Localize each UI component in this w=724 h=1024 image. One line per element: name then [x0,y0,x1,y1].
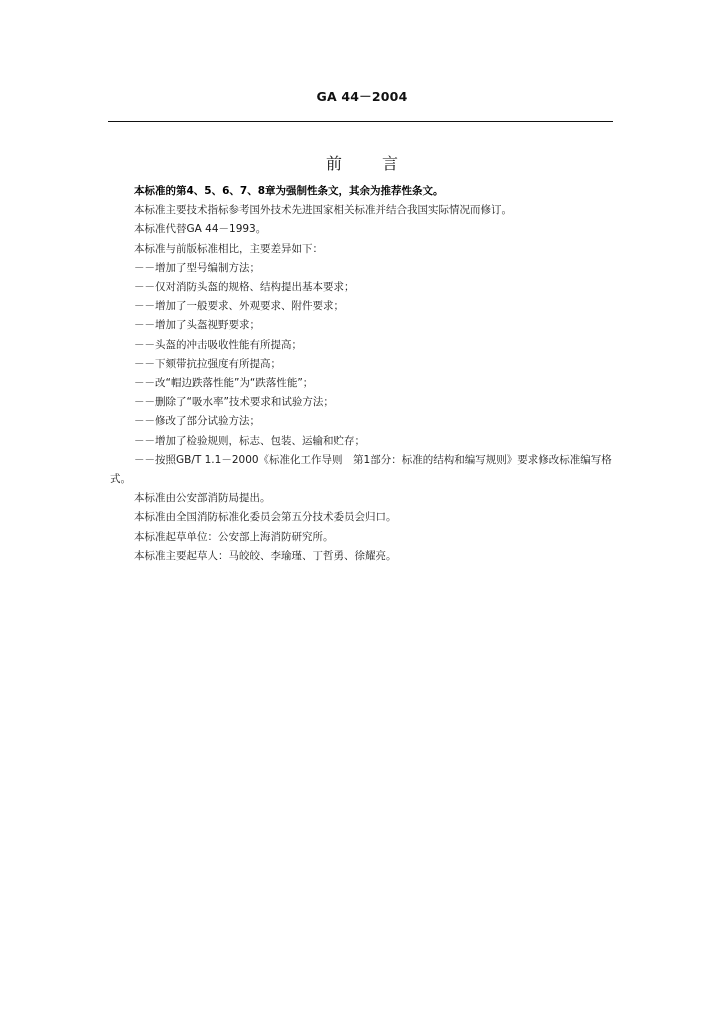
list-item: －－改“帽边跌落性能”为“跌落性能”； [134,377,314,390]
list-item: －－增加了头盔视野要求； [134,319,260,332]
section-title [0,151,724,174]
list-item: －－仅对消防头盔的规格、结构提出基本要求； [134,281,355,294]
list-item: －－增加了型号编制方法； [134,261,260,274]
foreword-body [110,182,615,566]
list-item: －－增加了检验规则，标志、包装、运输和贮存； [134,434,365,447]
paragraph: 本标准与前版标准相比，主要差异如下： [134,242,323,255]
paragraph: 本标准由公安部消防局提出。 [134,492,271,505]
document-code: GA 44－2004 [316,89,408,104]
paragraph: 本标准起草单位：公安部上海消防研究所。 [134,530,334,543]
list-item: －－按照GB/T 1.1－2000《标准化工作导则 第1部分：标准的结构和编写规则》要求修改标准编写格式。 [110,453,612,486]
header-rule [108,121,613,122]
list-item: －－修改了部分试验方法； [134,415,260,428]
paragraph: 本标准由全国消防标准化委员会第五分技术委员会归口。 [134,511,397,524]
paragraph: 本标准代替GA 44－1993。 [134,223,267,236]
paragraph-mandatory-clauses: 本标准的第4、5、6、7、8章为强制性条文，其余为推荐性条文。 [134,185,444,197]
title-char-1: 前 [325,154,342,173]
title-char-2: 言 [382,154,399,173]
paragraph: 本标准主要技术指标参考国外技术先进国家相关标准并结合我国实际情况而修订。 [134,204,512,217]
list-item: －－头盔的冲击吸收性能有所提高； [134,338,302,351]
paragraph: 本标准主要起草人：马皎皎、李瑜瑾、丁哲勇、徐耀亮。 [134,549,397,562]
list-item: －－下颏带抗拉强度有所提高； [134,357,281,370]
list-item: －－增加了一般要求、外观要求、附件要求； [134,300,344,313]
list-item: －－删除了“吸水率”技术要求和试验方法； [134,396,334,409]
